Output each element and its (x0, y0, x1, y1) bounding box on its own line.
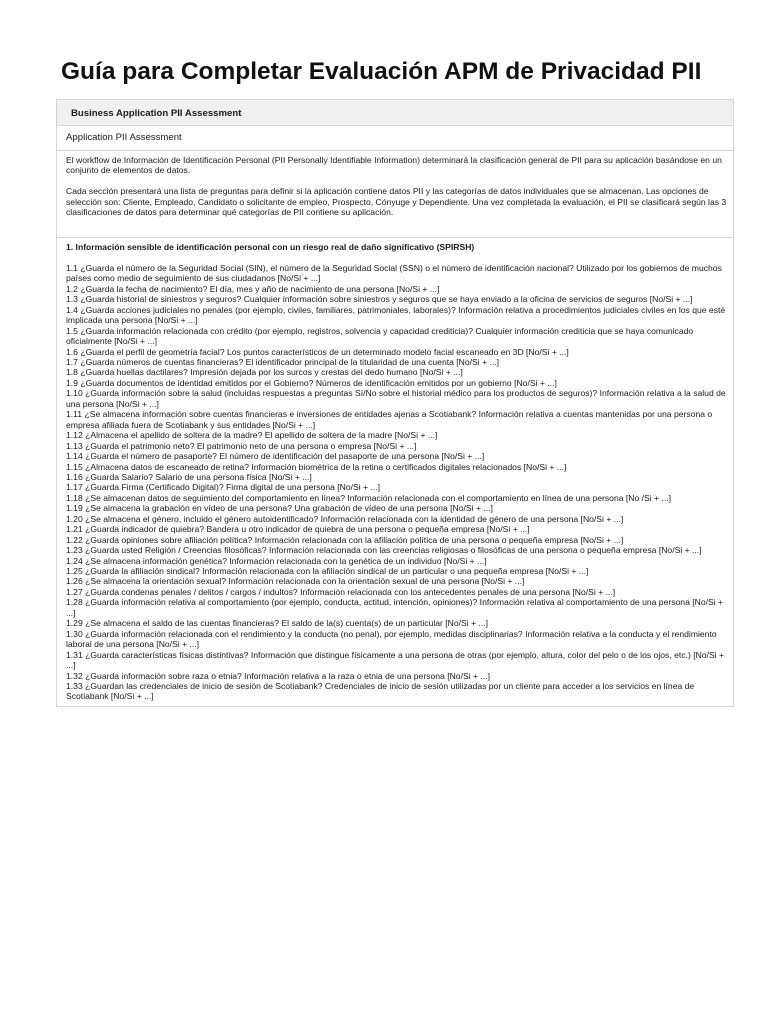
question-item: 1.16 ¿Guarda Salario? Salario de una persona física [No/Si + ...] (66, 471, 312, 482)
question-item: 1.27 ¿Guarda condenas penales / delitos / cargos / indultos? Información relacionada con los antecedentes penales de una persona [No/Si + ...] (66, 586, 616, 597)
assessment-table (56, 99, 734, 707)
question-item: 1.3 ¿Guarda historial de siniestros y seguros? Cualquier información sobre siniestros y seguros que se haya enviado a la oficina de servicios de seguros [No/Si + ...] (66, 294, 693, 305)
question-item: 1.19 ¿Se almacena la grabación en vídeo de una persona? Una grabación de vídeo de una persona [No/Si + ...] (66, 503, 493, 514)
question-item: 1.12 ¿Almacena el apellido de soltera de la madre? El apellido de soltera de la madre [No/Si + ...] (66, 430, 438, 441)
question-item: 1.18 ¿Se almacenan datos de seguimiento del comportamiento en línea? Información relacionada con el comportamiento en línea de una persona [No /Si + ...] (66, 492, 672, 503)
section-title: 1. Información sensible de identificación personal con un riesgo real de daño significativo (SPIRSH) (66, 242, 475, 252)
question-item: 1.14 ¿Guarda el número de pasaporte? El número de identificación del pasaporte de una persona [No/Si + ...] (66, 451, 485, 462)
question-item: 1.1 ¿Guarda el número de la Seguridad Social (SIN), el número de la Seguridad Social (SSN) o el número de identificación nacional? Utilizado por los gobiernos de muchos países como medio de seguimiento de sus ciudadanos [No/Si + ...] (66, 262, 722, 284)
question-item: 1.33 ¿Guardan las credenciales de inicio de sesión de Scotiabank? Credenciales de inicio de sesión utilizadas por un cliente para acceder a los servicios en línea de Scotiabank [No/Si + ...] (66, 681, 695, 702)
question-item: 1.6 ¿Guarda el perfil de geometría facial? Los puntos característicos de un determinado modelo facial escaneado en 3D [No/Si + ...] (66, 346, 569, 357)
question-item: 1.13 ¿Guarda el patrimonio neto? El patrimonio neto de una persona o empresa [No/Si + ...] (66, 440, 417, 451)
intro-paragraph: El workflow de Información de Identificación Personal (PII Personally Identifiable Information) determinará la clasificación general de PII para su aplicación basándose en un conjunto de elementos de datos. (66, 155, 722, 176)
question-item: 1.5 ¿Guarda información relacionada con crédito (por ejemplo, registros, solvencia y capacidad crediticia)? Cualquier información crediticia que se haya comunicado oficialmente [No/Si + ...] (66, 325, 694, 347)
question-item: 1.28 ¿Guarda información relativa al comportamiento (por ejemplo, conducta, actitud, intención, opiniones)? Información relativa al comportamiento de una persona [No/Si + ...] (66, 597, 724, 618)
table-subheader-row: Application PII Assessment (57, 126, 733, 151)
question-item: 1.30 ¿Guarda información relacionada con el rendimiento y la conducta (no penal), por ejemplo, medidas disciplinarias? Información relativa a la conducta y el rendimiento laboral de una persona [No/Si + ...] (66, 628, 717, 650)
question-item: 1.15 ¿Almacena datos de escaneado de retina? Información biométrica de la retina o certificados digitales relacionados [No/Si + ...] (66, 461, 567, 472)
question-item: 1.9 ¿Guarda documentos de identidad emitidos por el Gobierno? Números de identificación emitidos por un gobierno [No/Si + ...] (66, 377, 557, 388)
question-item: 1.2 ¿Guarda la fecha de nacimiento? El día, mes y año de nacimiento de una persona [No/Si + ...] (66, 283, 440, 294)
question-item: 1.4 ¿Guarda acciones judiciales no penales (por ejemplo, civiles, familiares, patrimoniales, laborales)? Información relativa a procedimientos judiciales civiles en los que esté implicada una persona [No/Si + ...] (66, 304, 726, 326)
question-item: 1.23 ¿Guarda usted Religión / Creencias filosóficas? Información relacionada con las creencias religiosas o filosóficas de una persona o pequeña empresa [No/Si + ...] (66, 545, 702, 556)
question-item: 1.10 ¿Guarda información sobre la salud (incluidas respuestas a preguntas Sí/No sobre el historial médico para los productos de seguros)? Información relativa a la salud de una persona [No/Si + ...] (66, 388, 726, 409)
question-item: 1.31 ¿Guarda características físicas distintivas? Información que distingue físicamente a una persona de otras (por ejemplo, altura, color del pelo o de los ojos, etc.) [No/Si + ...] (66, 649, 725, 671)
intro-block (57, 151, 733, 238)
question-item: 1.11 ¿Se almacena información sobre cuentas financieras e inversiones de entidades ajenas a Scotiabank? Información relativa a cuentas mantenidas por una persona o empresa afiliada fuera de Scotiabank y sus entidades [No/Si + ...] (66, 409, 713, 430)
question-item: 1.8 ¿Guarda huellas dactilares? Impresión dejada por los surcos y crestas del dedo humano [No/Si + ...] (66, 367, 463, 378)
page-title: Guía para Completar Evaluación APM de Privacidad PII (61, 58, 702, 85)
question-item: 1.21 ¿Guarda indicador de quiebra? Bandera u otro indicador de quiebra de una persona o pequeña empresa [No/Si + ...] (66, 524, 530, 535)
question-item: 1.29 ¿Se almacena el saldo de las cuentas financieras? El saldo de la(s) cuenta(s) de un particular [No/Si + ...] (66, 618, 489, 629)
question-item: 1.22 ¿Guarda opiniones sobre afiliación política? Información relacionada con la afiliación política de una persona o pequeña empresa [No/Si + ...] (66, 534, 624, 545)
table-header-row: Business Application PII Assessment (57, 100, 733, 126)
question-item: 1.17 ¿Guarda Firma (Certificado Digital)? Firma digital de una persona [No/Si + ...] (66, 482, 381, 493)
question-item: 1.24 ¿Se almacena información genética? Información relacionada con la genética de un individuo [No/Si + ...] (66, 555, 487, 566)
section-spirsh (57, 238, 733, 706)
intro-paragraph: Cada sección presentará una lista de preguntas para definir si la aplicación contiene datos PII y las categorías de datos individuales que se almacenan. Las opciones de selección son: Cliente, Empleado, Candidato o solicitante de empleo, Prospecto, Cónyuge y Dependiente. Una vez completada la evaluación, el PII se clasificará según las 3 clasificaciones de datos para determinar qué categorías de PII contiene su aplicación. (66, 186, 727, 218)
question-item: 1.25 ¿Guarda la afiliación sindical? Información relacionada con la afiliación sindical de un particular o una pequeña empresa [No/Si + ...] (66, 566, 589, 577)
question-item: 1.32 ¿Guarda información sobre raza o etnia? Información relativa a la raza o etnia de una persona [No/Si + ...] (66, 670, 490, 681)
question-list (66, 263, 727, 702)
question-item: 1.7 ¿Guarda números de cuentas financieras? El identificador principal de la titularidad de una cuenta [No/Si + ...] (66, 356, 500, 367)
question-item: 1.26 ¿Se almacena la orientación sexual? Información relacionada con la orientación sexual de una persona [No/Si + ...] (66, 576, 525, 587)
question-item: 1.20 ¿Se almacena el género, incluido el género autoidentificado? Información relacionada con la identidad de género de una persona [No/Si + ...] (66, 513, 624, 524)
